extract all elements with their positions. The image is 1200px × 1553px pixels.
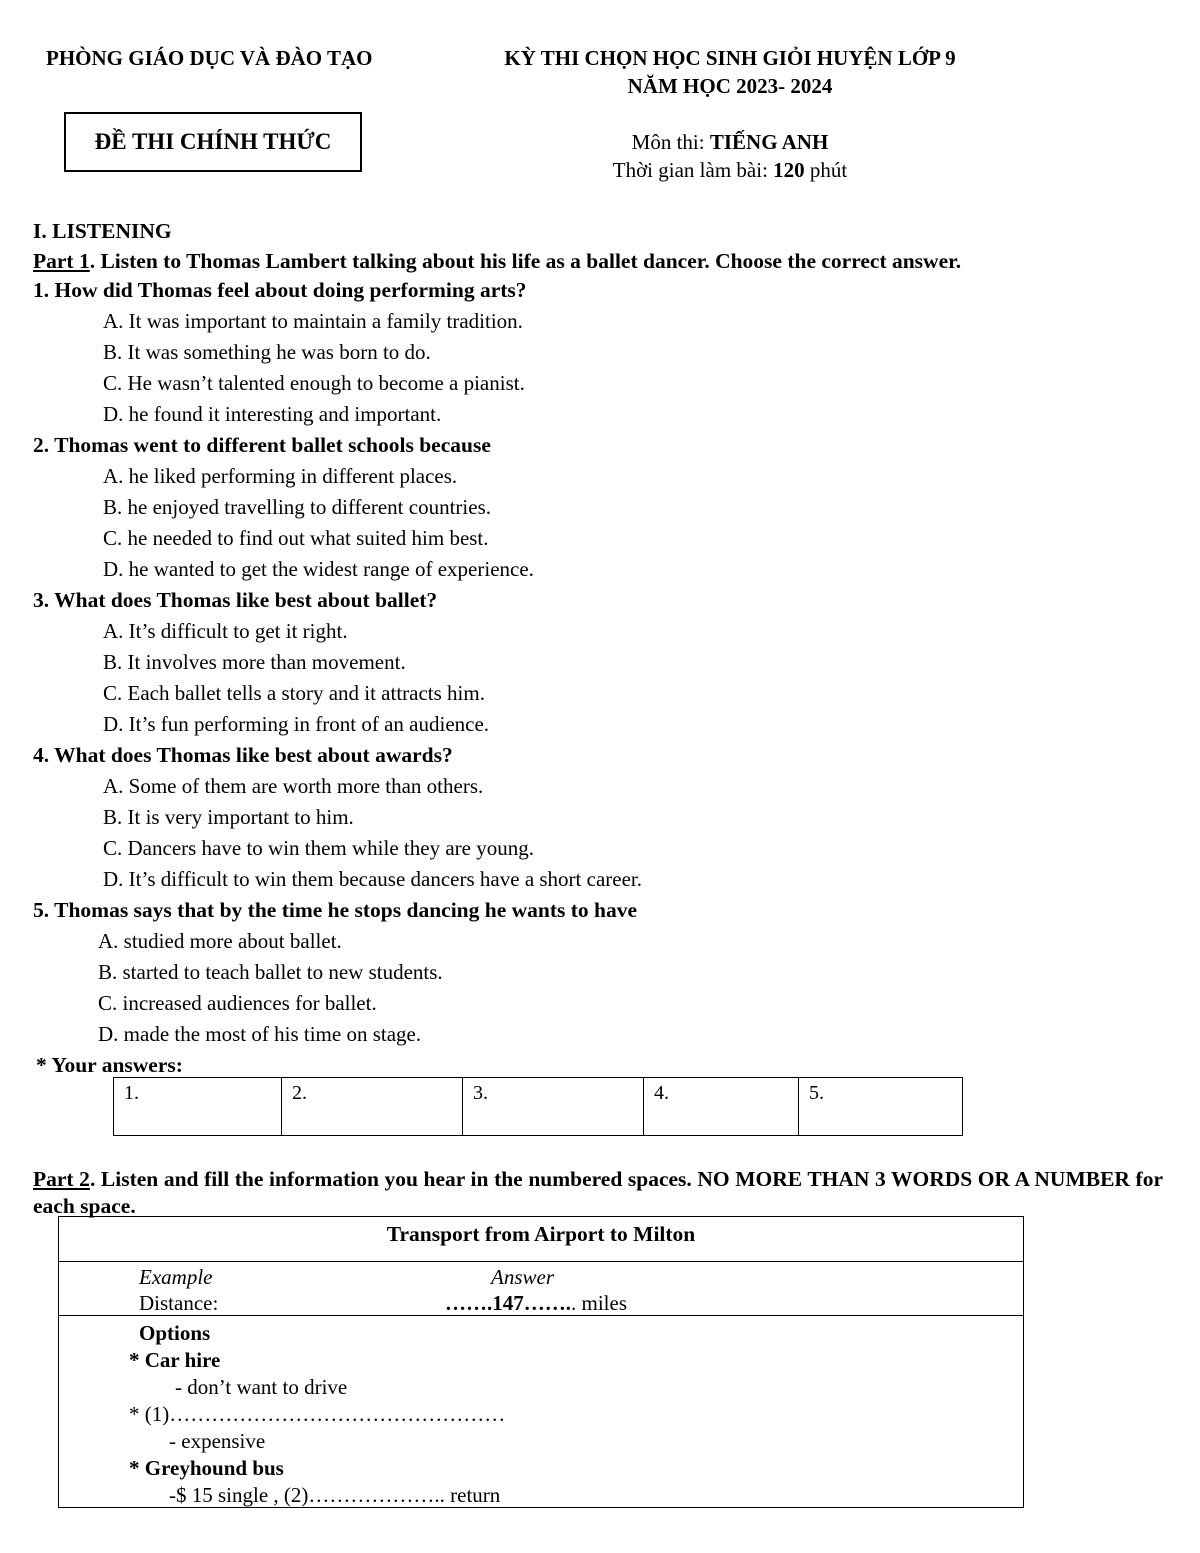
answer-cell-3[interactable]: 3. <box>463 1078 644 1136</box>
q2-option-d: D. he wanted to get the widest range of experience. <box>103 557 534 581</box>
time-label: Thời gian làm bài: <box>612 158 774 182</box>
transport-title-row <box>59 1217 1023 1262</box>
subject-line <box>500 130 960 155</box>
options-label: Options <box>139 1321 211 1345</box>
q5-option-a: A. studied more about ballet. <box>98 929 342 953</box>
answer-cell-5[interactable]: 5. <box>799 1078 963 1136</box>
part1-label: Part 1 <box>33 249 90 273</box>
q2-option-c: C. he needed to find out what suited him best. <box>103 526 489 550</box>
q4-option-c: C. Dancers have to win them while they are young. <box>103 836 534 860</box>
subject-label: Môn thi: <box>631 130 710 154</box>
distance-label: Distance: <box>139 1291 219 1315</box>
time-line <box>500 158 960 183</box>
expensive-note: - expensive <box>169 1429 266 1453</box>
q5-option-d: D. made the most of his time on stage. <box>98 1022 422 1046</box>
q1-option-b: B. It was something he was born to do. <box>103 340 431 364</box>
q1-option-c: C. He wasn’t talented enough to become a pianist. <box>103 371 525 395</box>
question-1: 1. How did Thomas feel about doing performing arts? <box>33 278 527 302</box>
part1-instruction-text: . Listen to Thomas Lambert talking about his life as a ballet dancer. Choose the correct answer. <box>89 249 962 273</box>
answers-label: * Your answers: <box>36 1053 183 1077</box>
official-exam-box <box>64 112 362 172</box>
answer-cell-4[interactable]: 4. <box>644 1078 799 1136</box>
question-2: 2. Thomas went to different ballet schools because <box>33 433 491 457</box>
q1-option-d: D. he found it interesting and important. <box>103 402 442 426</box>
section-title: I. LISTENING <box>33 219 172 243</box>
question-4: 4. What does Thomas like best about awards? <box>33 743 453 767</box>
blank-1[interactable]: * (1)………………………………………… <box>129 1402 506 1426</box>
question-3: 3. What does Thomas like best about ballet? <box>33 588 438 612</box>
q3-option-d: D. It’s fun performing in front of an audience. <box>103 712 490 736</box>
time-unit: phút <box>804 158 848 182</box>
transport-title: Transport from Airport to Milton <box>386 1222 696 1246</box>
distance-unit: . miles <box>571 1291 627 1315</box>
car-hire-label: * Car hire <box>129 1348 221 1372</box>
department-name: PHÒNG GIÁO DỤC VÀ ĐÀO TẠO <box>46 46 373 70</box>
example-label: Example <box>139 1265 213 1289</box>
q3-option-a: A. It’s difficult to get it right. <box>103 619 348 643</box>
distance-value: …….147……. <box>445 1291 571 1315</box>
official-exam-label: ĐỀ THI CHÍNH THỨC <box>94 129 332 154</box>
q4-option-a: A. Some of them are worth more than others. <box>103 774 484 798</box>
answer-table <box>113 1077 963 1136</box>
exam-title: KỲ THI CHỌN HỌC SINH GIỎI HUYỆN LỚP 9 <box>504 46 956 70</box>
distance-answer <box>445 1291 627 1316</box>
part2-instruction-text: . Listen and fill the information you hear in the numbered spaces. NO MORE THAN 3 WORDS OR A NUMBER for each space. <box>33 1167 1163 1218</box>
subject-value: TIẾNG ANH <box>709 130 829 154</box>
q3-option-b: B. It involves more than movement. <box>103 650 406 674</box>
answer-row <box>114 1078 963 1136</box>
q2-option-a: A. he liked performing in different places. <box>103 464 458 488</box>
answer-label: Answer <box>491 1265 554 1289</box>
time-value: 120 <box>773 158 805 182</box>
q2-option-b: B. he enjoyed travelling to different countries. <box>103 495 491 519</box>
school-year: NĂM HỌC 2023- 2024 <box>627 74 833 98</box>
q4-option-b: B. It is very important to him. <box>103 805 354 829</box>
answer-cell-2[interactable]: 2. <box>282 1078 463 1136</box>
example-row <box>59 1261 1023 1316</box>
q3-option-c: C. Each ballet tells a story and it attracts him. <box>103 681 485 705</box>
q4-option-d: D. It’s difficult to win them because dancers have a short career. <box>103 867 642 891</box>
greyhound-line[interactable]: -$ 15 single , (2)……………….. return <box>169 1483 501 1507</box>
part1-instruction <box>33 249 961 274</box>
question-5: 5. Thomas says that by the time he stops dancing he wants to have <box>33 898 638 922</box>
part2-instruction <box>33 1166 1163 1220</box>
greyhound-label: * Greyhound bus <box>129 1456 284 1480</box>
part2-label: Part 2 <box>33 1167 90 1191</box>
q5-option-b: B. started to teach ballet to new students. <box>98 960 443 984</box>
transport-table <box>58 1216 1024 1508</box>
answer-cell-1[interactable]: 1. <box>114 1078 282 1136</box>
q5-option-c: C. increased audiences for ballet. <box>98 991 377 1015</box>
car-hire-note: - don’t want to drive <box>175 1375 348 1399</box>
q1-option-a: A. It was important to maintain a family tradition. <box>103 309 523 333</box>
